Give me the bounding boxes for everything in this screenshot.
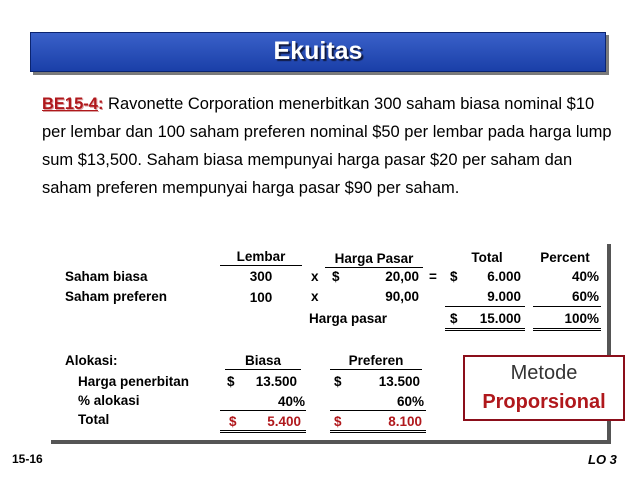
header-lembar: Lembar xyxy=(236,249,286,264)
total-preferen-double-underline-2 xyxy=(330,432,426,433)
persen-alokasi-label: % alokasi xyxy=(78,393,140,408)
learning-objective-label: LO 3 xyxy=(588,452,617,467)
header-lembar-underline xyxy=(220,265,302,266)
header-harga-pasar-underline xyxy=(325,267,423,268)
percent-column-underline xyxy=(533,306,601,307)
summary-percent-double-underline-2 xyxy=(533,330,601,331)
header-percent: Percent xyxy=(540,250,590,265)
page-number: 15-16 xyxy=(12,452,43,466)
method-label: Metode xyxy=(510,362,578,384)
summary-harga-pasar-label: Harga pasar xyxy=(309,311,388,326)
reference-colon: : xyxy=(97,95,104,113)
alokasi-label: Alokasi: xyxy=(65,353,118,368)
row-saham-preferen-harga: 90,00 xyxy=(385,289,419,304)
harga-penerbitan-biasa: 13.500 xyxy=(255,374,297,389)
total-biasa-currency: $ xyxy=(229,414,237,429)
intro-paragraph xyxy=(42,90,622,202)
row-saham-biasa-label: Saham biasa xyxy=(65,269,148,284)
method-callout-box xyxy=(463,355,625,421)
row-saham-biasa-percent: 40% xyxy=(571,269,599,284)
row-saham-preferen-total: 9.000 xyxy=(487,289,521,304)
intro-text: Ravonette Corporation menerbitkan 300 saham biasa nominal $10 per lembar dan 100 saham preferen nominal $50 per lembar pada harga lump sum $13,500. Saham biasa mempunyai harga pasar $20 per saham dan saham preferen mempunyai harga pasar $90 per saham. xyxy=(42,95,612,197)
total-column-underline xyxy=(445,306,525,307)
row-saham-biasa-equals: = xyxy=(429,269,437,284)
harga-penerbitan-preferen-currency: $ xyxy=(334,374,342,389)
total-biasa: 5.400 xyxy=(267,414,301,429)
header-total: Total xyxy=(471,250,503,265)
title-bar xyxy=(30,32,606,72)
persen-biasa-underline xyxy=(220,410,306,411)
header-harga-pasar: Harga Pasar xyxy=(334,251,414,266)
persen-preferen-underline xyxy=(330,410,426,411)
row-saham-biasa-total-currency: $ xyxy=(450,269,458,284)
summary-total-double-underline xyxy=(445,328,525,329)
summary-percent-double-underline xyxy=(533,328,601,329)
alokasi-header-biasa-underline xyxy=(225,369,301,370)
total-biasa-double-underline xyxy=(220,430,306,431)
row-saham-biasa-currency: $ xyxy=(332,269,340,284)
harga-penerbitan-biasa-currency: $ xyxy=(227,374,235,389)
summary-total-double-underline-2 xyxy=(445,330,525,331)
harga-penerbitan-label: Harga penerbitan xyxy=(78,374,190,389)
row-saham-preferen-label: Saham preferen xyxy=(65,289,168,304)
harga-penerbitan-preferen: 13.500 xyxy=(378,374,420,389)
row-saham-biasa-harga: 20,00 xyxy=(385,269,419,284)
slide-title: Ekuitas xyxy=(273,37,363,65)
persen-alokasi-biasa: 40% xyxy=(277,394,305,409)
method-name: Proporsional xyxy=(482,391,606,413)
row-saham-biasa-lembar: 300 xyxy=(249,269,273,284)
persen-alokasi-preferen: 60% xyxy=(396,394,424,409)
total-biasa-double-underline-2 xyxy=(220,432,306,433)
alokasi-header-preferen-underline xyxy=(330,369,422,370)
total-label: Total xyxy=(78,412,110,427)
alokasi-header-preferen: Preferen xyxy=(348,353,404,368)
summary-total: 15.000 xyxy=(479,311,521,326)
total-preferen-double-underline xyxy=(330,430,426,431)
row-saham-preferen-lembar: 100 xyxy=(249,290,273,305)
row-saham-biasa-total: 6.000 xyxy=(487,269,521,284)
total-preferen-currency: $ xyxy=(334,414,342,429)
row-saham-preferen-op: x xyxy=(311,289,319,304)
summary-currency: $ xyxy=(450,311,458,326)
summary-percent: 100% xyxy=(564,311,599,326)
row-saham-preferen-percent: 60% xyxy=(571,289,599,304)
row-saham-biasa-op: x xyxy=(311,269,319,284)
total-preferen: 8.100 xyxy=(388,414,422,429)
exercise-reference: BE15-4 xyxy=(42,95,98,113)
alokasi-header-biasa: Biasa xyxy=(244,353,282,368)
